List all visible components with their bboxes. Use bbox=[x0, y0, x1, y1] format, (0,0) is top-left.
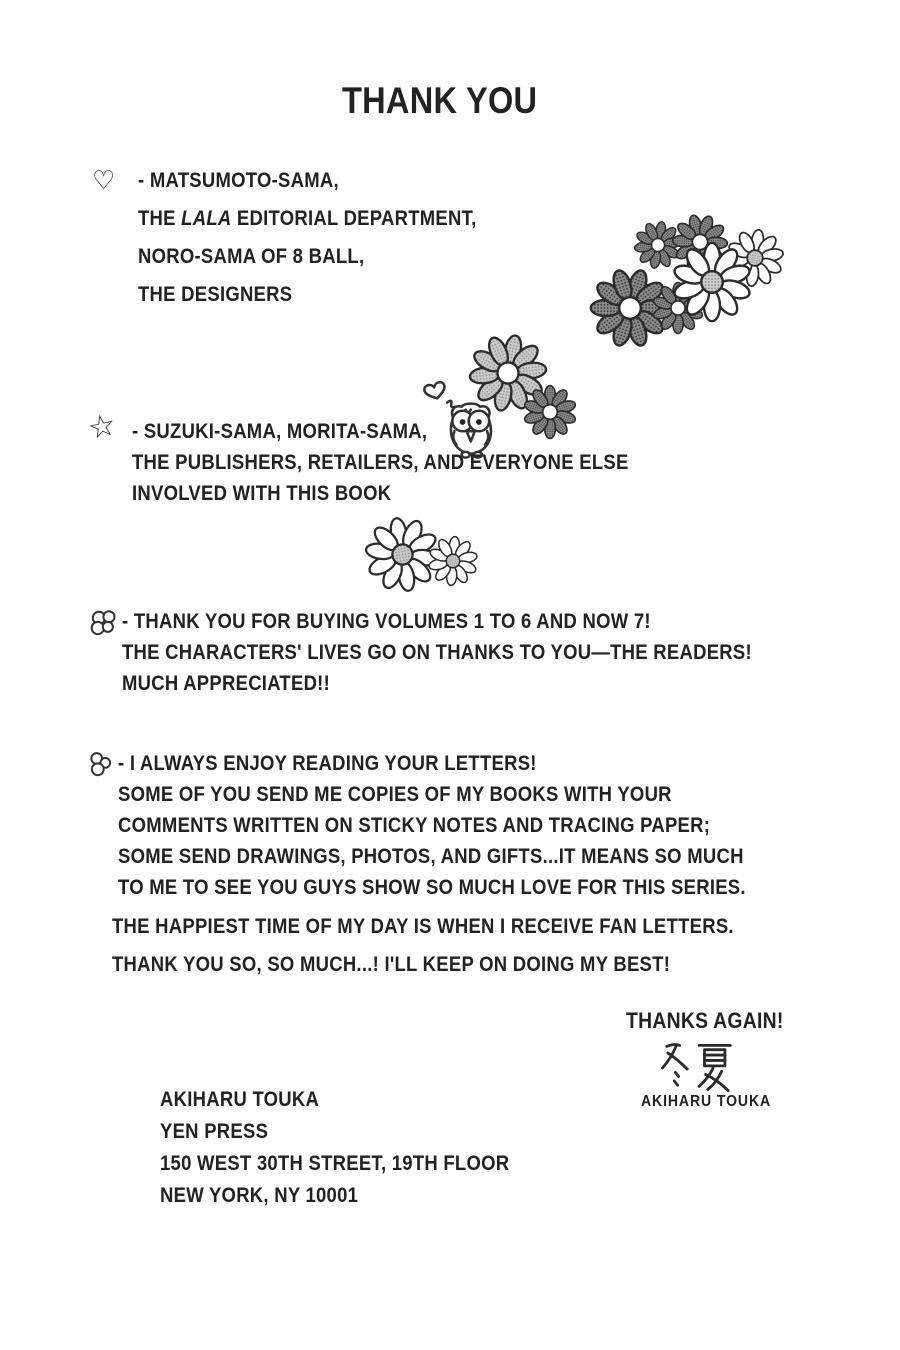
thanks-line: TO ME TO SEE YOU GUYS SHOW SO MUCH LOVE FOR THIS SERIES. bbox=[118, 876, 746, 899]
paragraph-line: THANK YOU SO, SO MUCH...! I'LL KEEP ON DOING MY BEST! bbox=[112, 953, 671, 976]
thanks-line: - SUZUKI-SAMA, MORITA-SAMA, bbox=[132, 420, 428, 443]
address-line: YEN PRESS bbox=[160, 1120, 269, 1143]
thanks-line: SOME OF YOU SEND ME COPIES OF MY BOOKS WITH YOUR bbox=[118, 783, 672, 806]
thanks-line: - MATSUMOTO-SAMA, bbox=[138, 169, 339, 192]
clover-icon bbox=[87, 752, 115, 778]
thanks-again-text: THANKS AGAIN! bbox=[626, 1008, 784, 1033]
thanks-editorial-section bbox=[138, 162, 477, 314]
thanks-line: THE PUBLISHERS, RETAILERS, AND EVERYONE ELSE bbox=[132, 451, 629, 474]
address-line: 150 WEST 30TH STREET, 19TH FLOOR bbox=[160, 1152, 510, 1175]
daisy-flower bbox=[672, 242, 752, 322]
thanks-line: - THANK YOU FOR BUYING VOLUMES 1 TO 6 AND NOW 7! bbox=[122, 610, 651, 633]
mailing-address bbox=[160, 1084, 509, 1212]
thanks-line: NORO-SAMA OF 8 BALL, bbox=[138, 245, 365, 268]
page-title: THANK YOU bbox=[342, 80, 538, 121]
line-text: THE bbox=[138, 207, 182, 230]
paragraph-line: THE HAPPIEST TIME OF MY DAY IS WHEN I RECEIVE FAN LETTERS. bbox=[112, 915, 734, 938]
fan-letters-section bbox=[118, 748, 746, 903]
star-icon: ☆ bbox=[84, 406, 120, 447]
address-line: NEW YORK, NY 10001 bbox=[160, 1184, 359, 1207]
thanks-line bbox=[138, 200, 477, 238]
thanks-line: INVOLVED WITH THIS BOOK bbox=[132, 482, 392, 505]
thanks-line: COMMENTS WRITTEN ON STICKY NOTES AND TRACING PAPER; bbox=[118, 814, 711, 837]
line-text: EDITORIAL DEPARTMENT, bbox=[231, 207, 477, 230]
thanks-line: SOME SEND DRAWINGS, PHOTOS, AND GIFTS...IT MEANS SO MUCH bbox=[118, 845, 744, 868]
thanks-line: - I ALWAYS ENJOY READING YOUR LETTERS! bbox=[118, 752, 537, 775]
clover-icon bbox=[90, 610, 119, 637]
magazine-name: LALA bbox=[181, 207, 232, 230]
address-line: AKIHARU TOUKA bbox=[160, 1088, 320, 1111]
thanks-readers-section bbox=[122, 606, 752, 699]
daisy-flower bbox=[428, 536, 478, 586]
heart-icon: ♡ bbox=[92, 165, 116, 195]
signoff-author-name: AKIHARU TOUKA bbox=[641, 1093, 772, 1110]
signature-kanji bbox=[660, 1040, 736, 1096]
closing-paragraph bbox=[112, 908, 734, 984]
thanks-line: THE CHARACTERS' LIVES GO ON THANKS TO YOU—THE READERS! bbox=[122, 641, 752, 664]
thanks-publishers-section bbox=[132, 416, 629, 509]
heart-doodle-icon bbox=[423, 381, 447, 401]
thanks-line: MUCH APPRECIATED!! bbox=[122, 672, 331, 695]
thanks-line: THE DESIGNERS bbox=[138, 283, 293, 306]
